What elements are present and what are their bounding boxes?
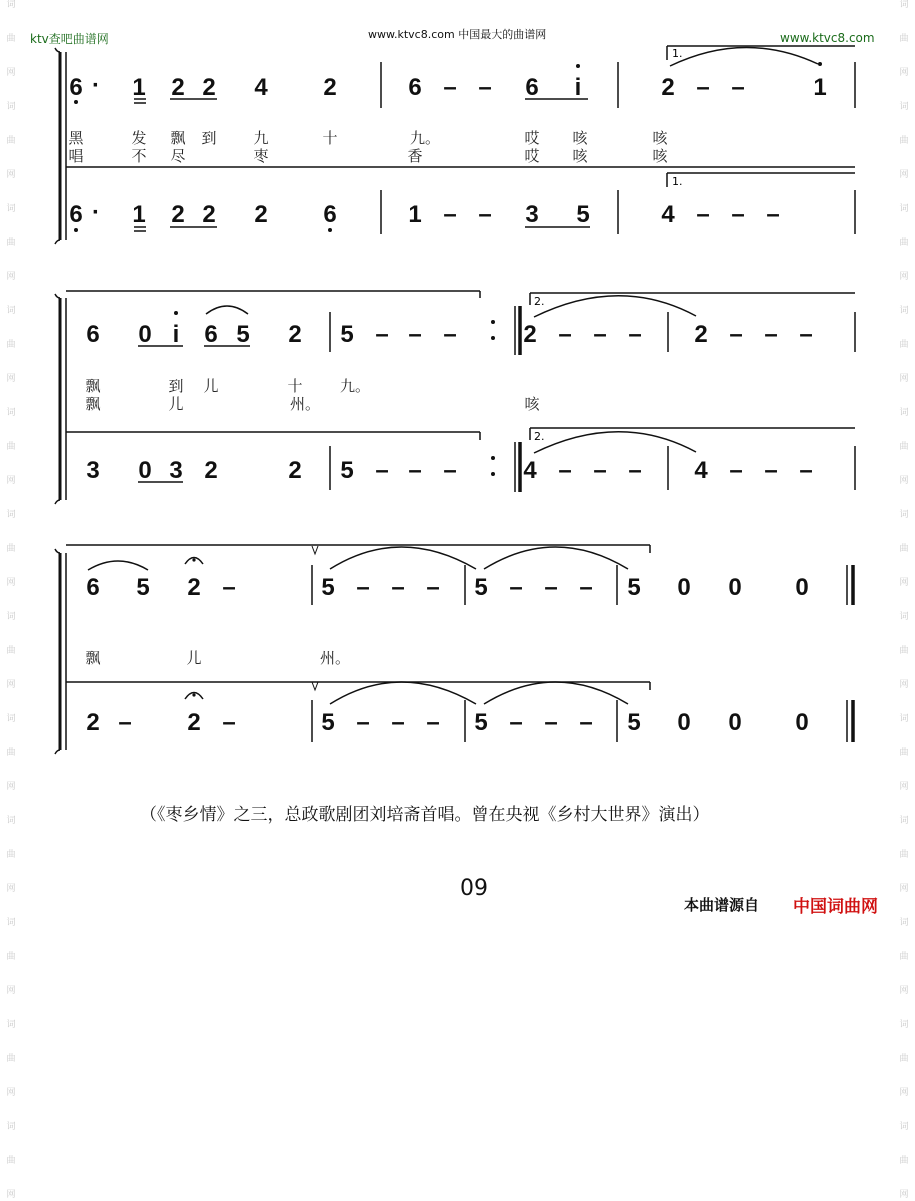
lyric-verse-1: 黑	[68, 129, 84, 147]
watermark-char: 词	[899, 510, 909, 520]
watermark-char: 曲	[6, 952, 16, 962]
watermark-char: 词	[6, 408, 16, 418]
watermark-char: 曲	[6, 1156, 16, 1166]
melody-note: –	[426, 574, 440, 601]
source-site-link[interactable]: 中国词曲网	[793, 897, 878, 917]
harmony-note: 2	[254, 201, 268, 228]
lyric-verse-2: 儿	[168, 395, 184, 413]
watermark-char: 曲	[899, 340, 909, 350]
melody-note: 5	[340, 321, 354, 348]
melody-note: 0	[138, 321, 152, 348]
harmony-note: –	[766, 201, 780, 228]
volta-1-top: 1.	[672, 47, 683, 60]
lyric-verse-2: 不	[131, 147, 147, 165]
harmony-note: 3	[525, 201, 539, 228]
harmony-note: –	[799, 457, 813, 484]
watermark-char: 网	[6, 680, 16, 690]
watermark-char: 词	[899, 1122, 909, 1132]
harmony-note: –	[443, 457, 457, 484]
header-url[interactable]: www.ktvc8.com	[780, 31, 875, 45]
harmony-note: 5	[474, 709, 488, 736]
watermark-char: 网	[6, 1088, 16, 1098]
melody-note: –	[443, 74, 457, 101]
watermark-char: 网	[899, 272, 909, 282]
watermark-char: 网	[899, 374, 909, 384]
lyric-verse-1: 十	[287, 377, 303, 395]
watermark-char: 网	[899, 578, 909, 588]
harmony-note: 1	[408, 201, 422, 228]
harmony-note: 3	[169, 457, 183, 484]
harmony-note: –	[443, 201, 457, 228]
melody-note: –	[544, 574, 558, 601]
harmony-note: 4	[694, 457, 708, 484]
melody-note: –	[478, 74, 492, 101]
harmony-note: 6	[323, 201, 337, 228]
harmony-note: –	[222, 709, 236, 736]
harmony-note: –	[509, 709, 523, 736]
melody-note: –	[799, 321, 813, 348]
harmony-note: 2	[288, 457, 302, 484]
watermark-char: 词	[899, 918, 909, 928]
harmony-note: –	[356, 709, 370, 736]
melody-note: –	[593, 321, 607, 348]
melody-note: –	[509, 574, 523, 601]
lyric-verse-2: 咳	[572, 147, 588, 165]
header-title: www.ktvc8.com 中国最大的曲谱网	[368, 28, 547, 41]
watermark-char: 网	[6, 374, 16, 384]
header-site-name[interactable]: ktv查吧曲谱网	[30, 32, 109, 46]
melody-note: i	[172, 321, 180, 348]
harmony-note: 3	[86, 457, 100, 484]
harmony-note: 6	[69, 201, 83, 228]
watermark-char: 网	[899, 986, 909, 996]
watermark-char: 曲	[899, 544, 909, 554]
melody-note: 0	[795, 574, 809, 601]
harmony-note: –	[764, 457, 778, 484]
footnote: （《枣乡情》之三，总政歌剧团刘培斋首唱。曾在央视《乡村大世界》演出）	[140, 805, 710, 825]
harmony-note: 0	[138, 457, 152, 484]
harmony-note: ·	[92, 199, 100, 226]
watermark-char: 网	[6, 68, 16, 78]
lyric-verse-1: 飘	[170, 129, 186, 147]
watermark-char: 词	[6, 102, 16, 112]
harmony-note: 0	[795, 709, 809, 736]
melody-note: 0	[728, 574, 742, 601]
lyric-verse-1: 九。	[409, 129, 441, 147]
watermark-char: 词	[6, 918, 16, 928]
lyric-verse-1: 儿	[203, 377, 219, 395]
lyric-verse-1: 到	[168, 377, 184, 395]
watermark-char: 曲	[899, 850, 909, 860]
melody-note: –	[764, 321, 778, 348]
harmony-note: 5	[627, 709, 641, 736]
watermark-char: 曲	[899, 34, 909, 44]
melody-note: –	[443, 321, 457, 348]
watermark-char: 曲	[6, 136, 16, 146]
watermark-char: 曲	[899, 442, 909, 452]
melody-note: 6	[69, 74, 83, 101]
lyric-verse-1: 咳	[572, 129, 588, 147]
watermark-char: 曲	[899, 646, 909, 656]
harmony-note: –	[391, 709, 405, 736]
melody-note: 2	[202, 74, 216, 101]
lyric-verse-2: 香	[407, 147, 423, 165]
watermark-char: 词	[899, 714, 909, 724]
harmony-note: 5	[340, 457, 354, 484]
melody-note: 6	[86, 574, 100, 601]
harmony-note: –	[579, 709, 593, 736]
watermark-char: 词	[899, 0, 909, 10]
harmony-note: 5	[321, 709, 335, 736]
lyric-verse-2: 咳	[652, 147, 668, 165]
harmony-note: –	[544, 709, 558, 736]
lyric-verse-1: 飘	[85, 649, 101, 667]
watermark-char: 曲	[6, 340, 16, 350]
melody-note: ·	[92, 72, 100, 99]
lyric-verse-1: 发	[131, 129, 147, 147]
watermark-char: 网	[899, 884, 909, 894]
harmony-note: 2	[86, 709, 100, 736]
watermark-char: 曲	[6, 1054, 16, 1064]
melody-note: 5	[236, 321, 250, 348]
lyric-verse-1: 州。	[319, 649, 351, 667]
melody-note: 2	[694, 321, 708, 348]
watermark-char: 词	[6, 510, 16, 520]
harmony-note: 0	[728, 709, 742, 736]
lyric-verse-1: 十	[322, 129, 338, 147]
melody-note: 5	[627, 574, 641, 601]
harmony-note: 4	[523, 457, 537, 484]
lyric-verse-1: 九。	[339, 377, 371, 395]
lyric-verse-1: 九	[253, 129, 269, 147]
lyric-verse-1: 到	[201, 129, 217, 147]
harmony-note: 0	[677, 709, 691, 736]
melody-note: 2	[288, 321, 302, 348]
harmony-note: –	[426, 709, 440, 736]
watermark-char: 曲	[6, 238, 16, 248]
melody-note: –	[558, 321, 572, 348]
watermark-char: 曲	[6, 544, 16, 554]
melody-note: 5	[474, 574, 488, 601]
melody-note: –	[391, 574, 405, 601]
lyric-verse-2: 唱	[68, 147, 84, 165]
watermark-char: 网	[6, 1190, 16, 1200]
melody-note: 6	[525, 74, 539, 101]
watermark-char: 网	[6, 476, 16, 486]
watermark-char: 网	[899, 68, 909, 78]
watermark-char: 曲	[899, 136, 909, 146]
melody-note: –	[628, 321, 642, 348]
lyric-verse-2: 咳	[524, 395, 540, 413]
harmony-note: –	[628, 457, 642, 484]
melody-note: –	[579, 574, 593, 601]
harmony-note: –	[118, 709, 132, 736]
volta-2-bottom: 2.	[534, 430, 545, 443]
melody-note: 0	[677, 574, 691, 601]
harmony-note: –	[558, 457, 572, 484]
watermark-char: 词	[899, 816, 909, 826]
watermark-char: 词	[899, 204, 909, 214]
melody-note: 6	[86, 321, 100, 348]
watermark-char: 词	[899, 612, 909, 622]
harmony-note: –	[593, 457, 607, 484]
watermark-char: 网	[6, 884, 16, 894]
harmony-note: 4	[661, 201, 675, 228]
melody-note: 2	[661, 74, 675, 101]
watermark-char: 词	[6, 306, 16, 316]
watermark-char: 词	[6, 714, 16, 724]
melody-note: –	[375, 321, 389, 348]
volta-2-top: 2.	[534, 295, 545, 308]
source-label: 本曲谱源自	[684, 896, 760, 914]
lyric-verse-2: 尽	[170, 147, 186, 165]
harmony-note: –	[478, 201, 492, 228]
melody-note: 2	[187, 574, 201, 601]
lyric-verse-2: 哎	[524, 147, 540, 165]
melody-note: –	[729, 321, 743, 348]
watermark-char: 词	[899, 1020, 909, 1030]
harmony-note: 1	[132, 201, 146, 228]
melody-note: 6	[204, 321, 218, 348]
melody-note: –	[408, 321, 422, 348]
watermark-char: 词	[6, 204, 16, 214]
watermark-char: 网	[6, 782, 16, 792]
harmony-note: –	[731, 201, 745, 228]
watermark-char: 网	[899, 680, 909, 690]
watermark-char: 网	[899, 782, 909, 792]
watermark-char: 词	[6, 1020, 16, 1030]
watermark-char: 网	[6, 578, 16, 588]
watermark-char: 词	[6, 612, 16, 622]
harmony-note: –	[729, 457, 743, 484]
melody-note: 6	[408, 74, 422, 101]
watermark-char: 词	[899, 306, 909, 316]
melody-note: –	[356, 574, 370, 601]
watermark-char: 曲	[6, 646, 16, 656]
page-number: 09	[460, 876, 488, 901]
lyric-verse-1: 咳	[652, 129, 668, 147]
lyric-verse-1: 儿	[186, 649, 202, 667]
melody-note: 2	[323, 74, 337, 101]
melody-note: 5	[321, 574, 335, 601]
melody-note: –	[731, 74, 745, 101]
watermark-char: 曲	[6, 850, 16, 860]
lyric-verse-2: 州。	[289, 395, 321, 413]
melody-note: i	[574, 74, 582, 101]
watermark-char: 曲	[6, 442, 16, 452]
watermark-char: 词	[6, 0, 16, 10]
harmony-note: –	[375, 457, 389, 484]
watermark-char: 曲	[6, 748, 16, 758]
watermark-char: 网	[6, 170, 16, 180]
watermark-char: 曲	[899, 1156, 909, 1166]
harmony-note: 2	[187, 709, 201, 736]
harmony-note: –	[408, 457, 422, 484]
watermark-char: 曲	[899, 1054, 909, 1064]
melody-note: 1	[132, 74, 146, 101]
melody-note: 2	[171, 74, 185, 101]
lyric-verse-1: 飘	[85, 377, 101, 395]
watermark-char: 网	[899, 1088, 909, 1098]
melody-note: –	[222, 574, 236, 601]
watermark-char: 曲	[899, 238, 909, 248]
watermark-char: 网	[6, 986, 16, 996]
watermark-char: 曲	[6, 34, 16, 44]
watermark-char: 词	[6, 816, 16, 826]
watermark-char: 词	[6, 1122, 16, 1132]
lyric-verse-2: 枣	[253, 147, 269, 165]
watermark-char: 词	[899, 102, 909, 112]
watermark-char: 曲	[899, 952, 909, 962]
harmony-note: 2	[204, 457, 218, 484]
melody-note: 5	[136, 574, 150, 601]
watermark-char: 曲	[899, 748, 909, 758]
lyric-verse-1: 哎	[524, 129, 540, 147]
lyric-verse-2: 飘	[85, 395, 101, 413]
harmony-note: 5	[576, 201, 590, 228]
watermark-char: 词	[899, 408, 909, 418]
harmony-note: –	[696, 201, 710, 228]
harmony-note: 2	[202, 201, 216, 228]
watermark-char: 网	[6, 272, 16, 282]
melody-note: –	[696, 74, 710, 101]
watermark-char: 网	[899, 476, 909, 486]
watermark-char: 网	[899, 170, 909, 180]
melody-note: 2	[523, 321, 537, 348]
melody-note: 4	[254, 74, 268, 101]
melody-note: 1	[813, 74, 827, 101]
harmony-note: 2	[171, 201, 185, 228]
volta-1-bottom: 1.	[672, 175, 683, 188]
watermark-char: 网	[899, 1190, 909, 1200]
